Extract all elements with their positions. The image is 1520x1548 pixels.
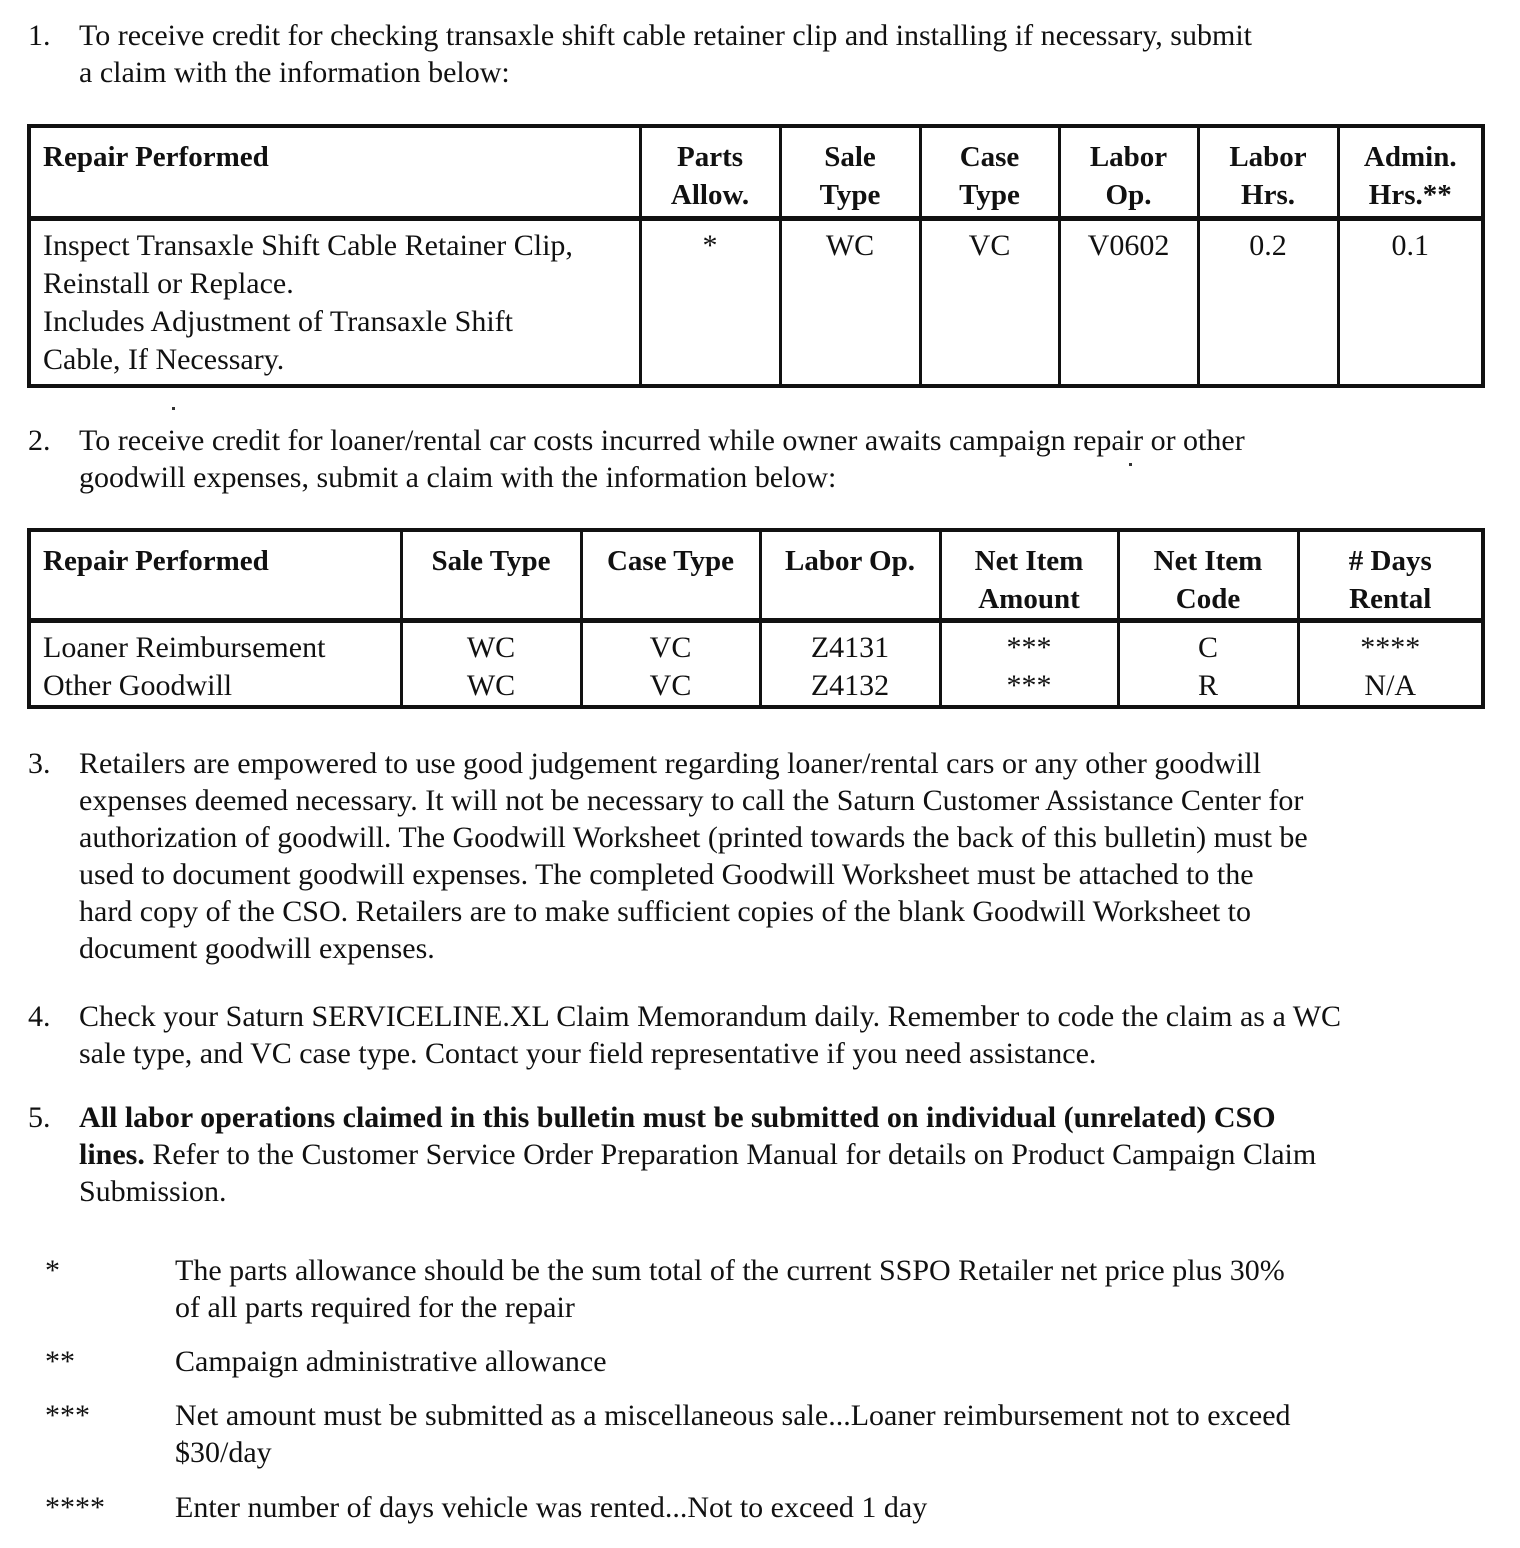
item-text-line: To receive credit for loaner/rental car costs incurred while owner awaits campaign repair or other	[79, 424, 1245, 457]
header-sale-type: Sale Type	[401, 530, 581, 621]
header-repair-performed: Repair Performed	[29, 530, 401, 621]
header-repair-performed: Repair Performed	[29, 126, 640, 218]
footnote-text-line: $30/day	[175, 1436, 272, 1469]
footnote-text-line: Net amount must be submitted as a miscellaneous sale...Loaner reimbursement not to exceed	[175, 1399, 1291, 1432]
footnote-text-line: Enter number of days vehicle was rented...Not to exceed 1 day	[175, 1491, 928, 1524]
cell-net-item-code: C R	[1118, 621, 1298, 708]
footnote-admin-allowance	[45, 1343, 1485, 1380]
item-text-line: Check your Saturn SERVICELINE.XL Claim Memorandum daily. Remember to code the claim as a WC	[79, 1000, 1342, 1033]
cell-admin-hrs: 0.1	[1338, 218, 1483, 386]
item-text-line: To receive credit for checking transaxle shift cable retainer clip and installing if necessary, submit	[79, 19, 1252, 52]
header-labor-op: Labor Op.	[1059, 126, 1198, 218]
item-text-line: sale type, and VC case type. Contact your field representative if you need assistance.	[79, 1037, 1097, 1070]
header-case-type: Case Type	[581, 530, 760, 621]
item-text-line: authorization of goodwill. The Goodwill Worksheet (printed towards the back of this bulletin) must be	[79, 821, 1308, 854]
cell-repair-performed: Loaner Reimbursement Other Goodwill	[29, 621, 401, 708]
header-parts-allow: Parts Allow.	[640, 126, 780, 218]
instruction-item-1	[28, 17, 1488, 91]
instruction-item-5	[28, 1099, 1488, 1210]
item-number: 3.	[28, 747, 51, 780]
scan-speck	[172, 407, 175, 410]
cell-labor-op: Z4131 Z4132	[760, 621, 940, 708]
header-days-rental: # Days Rental	[1298, 530, 1483, 621]
footnote-net-amount	[45, 1397, 1485, 1471]
item-text-line: used to document goodwill expenses. The completed Goodwill Worksheet must be attached to the	[79, 858, 1254, 891]
footnote-mark: *	[45, 1254, 60, 1287]
cell-case-type: VC VC	[581, 621, 760, 708]
header-labor-op: Labor Op.	[760, 530, 940, 621]
header-labor-hrs: Labor Hrs.	[1198, 126, 1338, 218]
item-text-line: hard copy of the CSO. Retailers are to make sufficient copies of the blank Goodwill Worksheet to	[79, 895, 1252, 928]
table-row	[29, 218, 1483, 386]
item-number: 1.	[28, 19, 51, 52]
footnote-text-line: The parts allowance should be the sum total of the current SSPO Retailer net price plus 30%	[175, 1254, 1285, 1287]
item-number: 2.	[28, 424, 51, 457]
item-text-line-bold: All labor operations claimed in this bulletin must be submitted on individual (unrelated) CSO	[79, 1101, 1276, 1134]
item-text-bold-fragment: lines.	[79, 1138, 145, 1171]
table-header-row	[29, 126, 1483, 218]
item-text-line: Submission.	[79, 1175, 227, 1208]
header-sale-type: Sale Type	[780, 126, 920, 218]
cell-parts-allow: *	[640, 218, 780, 386]
cell-repair-performed: Inspect Transaxle Shift Cable Retainer Clip, Reinstall or Replace. Includes Adjustment of Transaxle Shift Cable, If Necessary.	[29, 218, 640, 386]
footnote-days-rental	[45, 1489, 1485, 1526]
table-row	[29, 621, 1483, 708]
item-text-line: expenses deemed necessary. It will not be necessary to call the Saturn Customer Assistance Center for	[79, 784, 1304, 817]
scan-speck	[1129, 463, 1132, 466]
cell-net-item-amount: *** ***	[940, 621, 1118, 708]
item-text-line: document goodwill expenses.	[79, 932, 435, 965]
item-text-line: a claim with the information below:	[79, 56, 510, 89]
header-net-item-amount: Net Item Amount	[940, 530, 1118, 621]
cell-labor-hrs: 0.2	[1198, 218, 1338, 386]
footnote-mark: **	[45, 1345, 75, 1378]
cell-labor-op: V0602	[1059, 218, 1198, 386]
cell-days-rental: **** N/A	[1298, 621, 1483, 708]
instruction-item-4	[28, 998, 1488, 1072]
item-text-line	[79, 1136, 1488, 1173]
instruction-item-2	[28, 422, 1488, 496]
item-text-line: Retailers are empowered to use good judgement regarding loaner/rental cars or any other goodwill	[79, 747, 1262, 780]
footnote-mark: ****	[45, 1491, 105, 1524]
footnote-text-line: Campaign administrative allowance	[175, 1345, 607, 1378]
cell-case-type: VC	[920, 218, 1059, 386]
footnote-mark: ***	[45, 1399, 90, 1432]
item-text-line: goodwill expenses, submit a claim with the information below:	[79, 461, 837, 494]
header-case-type: Case Type	[920, 126, 1059, 218]
header-admin-hrs: Admin. Hrs.**	[1338, 126, 1483, 218]
cell-sale-type: WC	[780, 218, 920, 386]
item-number: 4.	[28, 1000, 51, 1033]
item-text-fragment: Refer to the Customer Service Order Preparation Manual for details on Product Campaign Claim	[144, 1138, 1317, 1171]
item-number: 5.	[28, 1101, 51, 1134]
cell-sale-type: WC WC	[401, 621, 581, 708]
labor-claim-table	[27, 124, 1485, 388]
table-header-row	[29, 530, 1483, 621]
header-net-item-code: Net Item Code	[1118, 530, 1298, 621]
loaner-goodwill-table	[27, 528, 1485, 709]
footnote-text-line: of all parts required for the repair	[175, 1291, 575, 1324]
instruction-item-3	[28, 745, 1488, 967]
footnote-parts-allowance	[45, 1252, 1485, 1326]
